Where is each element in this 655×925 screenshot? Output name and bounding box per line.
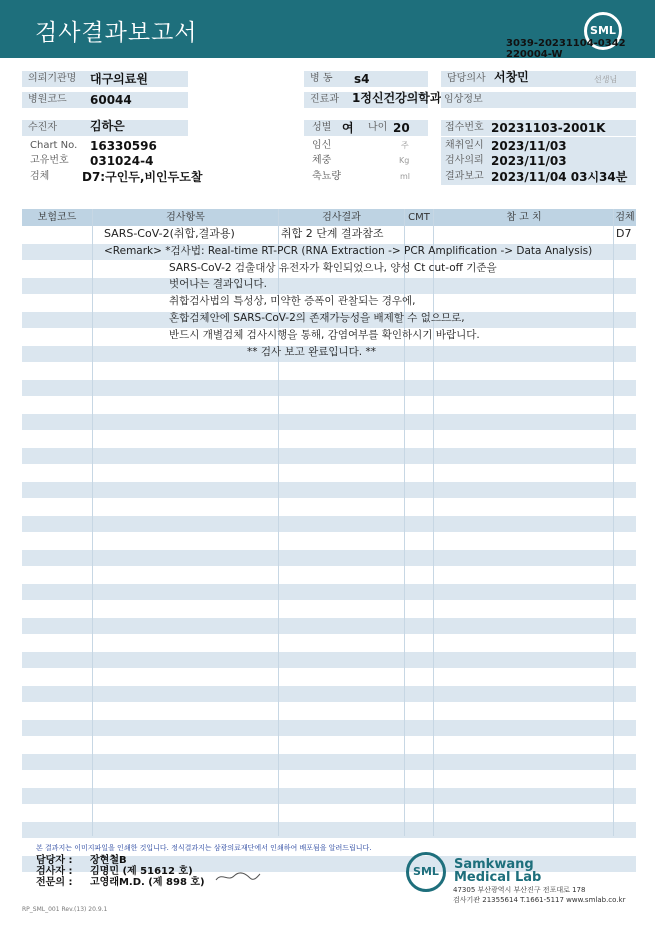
remark-line: 취합검사법의 특성상, 미약한 증폭이 관찰되는 경우에,	[169, 295, 416, 307]
report-number	[506, 38, 626, 60]
hospital-code-value: 60044	[90, 93, 132, 107]
col-test-item: 검사항목	[166, 212, 205, 223]
col-divider	[92, 209, 93, 836]
company-name-line1: Samkwang	[454, 857, 534, 872]
col-divider	[433, 209, 434, 836]
unique-no-label: 고유번호	[30, 155, 69, 166]
form-number: RP_SML_001 Rev.(13) 20.9.1	[22, 906, 108, 913]
col-cmt: CMT	[408, 212, 430, 223]
request-label: 검사의뢰	[445, 155, 484, 166]
test-item-cell: SARS-CoV-2(취합,결과용)	[104, 227, 235, 240]
staff-role: 검사자 :	[36, 866, 73, 877]
clinical-info-label: 임상정보	[444, 94, 483, 105]
chart-no-value: 16330596	[90, 139, 157, 153]
pregnancy-unit: 주	[401, 141, 409, 150]
ward-value: s4	[354, 72, 370, 86]
company-contact: 검사기관 21355614 T.1661-5117 www.smlab.co.kr	[453, 896, 626, 904]
hospital-code-label: 병원코드	[22, 92, 86, 108]
remark-line: 혼합검체안에 SARS-CoV-2의 존재가능성을 배제할 수 없으므로,	[169, 312, 465, 324]
table-stripe	[22, 414, 636, 430]
remark-line: 반드시 개별검체 검사시행을 통해, 감염여부를 확인하시기 바랍니다.	[169, 329, 480, 341]
col-result: 검사결과	[322, 212, 361, 223]
institution-value: 대구의료원	[90, 72, 148, 86]
collect-label: 채취일시	[445, 140, 484, 151]
report-date-value: 2023/11/04 03시34분	[491, 170, 628, 184]
table-stripe	[22, 652, 636, 668]
test-specimen-cell: D7	[616, 227, 632, 240]
col-reference: 참 고 치	[506, 212, 542, 223]
sml-logo-icon: SML	[584, 12, 622, 50]
sex-label: 성별	[312, 122, 332, 133]
remark-line: <Remark> *검사법: Real-time RT-PCR (RNA Extraction -> PCR Amplification -> Data Analysis)	[104, 245, 593, 257]
pregnancy-label: 임신	[312, 140, 332, 151]
collect-value: 2023/11/03	[491, 139, 567, 153]
table-stripe	[22, 448, 636, 464]
unique-no-value: 031024-4	[90, 154, 154, 168]
table-stripe	[22, 550, 636, 566]
table-stripe	[22, 584, 636, 600]
company-address: 47305 부산광역시 부산진구 전포대로 178	[453, 886, 586, 894]
patient-name-label: 수진자	[22, 120, 86, 136]
col-specimen: 검체	[615, 212, 635, 223]
company-name-line2: Medical Lab	[454, 870, 542, 885]
table-stripe	[22, 618, 636, 634]
age-value: 20	[393, 121, 410, 135]
dept-label: 진료과	[304, 92, 348, 108]
weight-unit: Kg	[399, 156, 410, 165]
report-number-line2: 220004-W	[506, 49, 563, 60]
col-divider	[613, 209, 614, 836]
specimen-label: 검체	[30, 171, 50, 182]
staff-name: 고영래M.D. (제 898 호)	[90, 877, 205, 888]
institution-label: 의뢰기관명	[22, 71, 86, 87]
urine-label: 축뇨량	[312, 171, 341, 182]
table-stripe	[22, 278, 636, 294]
doctor-value: 서창민	[494, 70, 529, 84]
patient-name-value: 김하은	[90, 119, 125, 133]
report-title: 검사결과보고서	[35, 20, 198, 46]
dept-value: 1정신건강의학과	[352, 91, 442, 105]
chart-no-label: Chart No.	[30, 140, 78, 151]
table-stripe	[22, 754, 636, 770]
table-stripe	[22, 822, 636, 838]
specimen-value: D7:구인두,비인두도찰	[82, 170, 203, 184]
staff-name: 김명민 (제 51612 호)	[90, 866, 193, 877]
table-stripe	[22, 686, 636, 702]
doctor-label: 담당의사	[441, 71, 489, 87]
test-result-cell: 취합 2 단계 결과참조	[281, 227, 384, 240]
report-number-line1: 3039-20231104-0342	[506, 38, 626, 49]
company-logo-icon: SML	[406, 852, 446, 892]
print-notice: 본 결과지는 이미지파일을 인쇄한 것입니다. 정식결과지는 삼광의료재단에서 인쇄하여 배포됨을 알려드립니다.	[36, 844, 372, 852]
age-label: 나이	[368, 122, 388, 133]
table-stripe	[22, 720, 636, 736]
remark-line: 벗어나는 결과입니다.	[169, 278, 267, 290]
remark-line: SARS-CoV-2 검출대상 유전자가 확인되었으나, 양성 Ct cut-off 기준을	[169, 262, 497, 274]
staff-role: 담당자 :	[36, 855, 73, 866]
urine-unit: ml	[400, 172, 411, 181]
table-stripe	[22, 788, 636, 804]
staff-name: 장현철B	[90, 855, 127, 866]
col-insurance-code: 보험코드	[37, 212, 77, 223]
report-complete-line: ** 검사 보고 완료입니다. **	[247, 346, 376, 358]
handwritten-signature-icon	[214, 868, 262, 886]
table-stripe	[22, 516, 636, 532]
ward-label: 병 동	[304, 71, 348, 87]
receipt-value: 20231103-2001K	[491, 121, 606, 135]
receipt-label: 접수번호	[445, 122, 484, 133]
table-stripe	[22, 482, 636, 498]
table-stripe	[22, 380, 636, 396]
sex-value: 여	[342, 121, 354, 135]
request-value: 2023/11/03	[491, 154, 567, 168]
report-date-label: 결과보고	[445, 171, 484, 182]
weight-label: 체중	[312, 155, 332, 166]
staff-role: 전문의 :	[36, 877, 73, 888]
doctor-title: 선생님	[594, 75, 618, 84]
